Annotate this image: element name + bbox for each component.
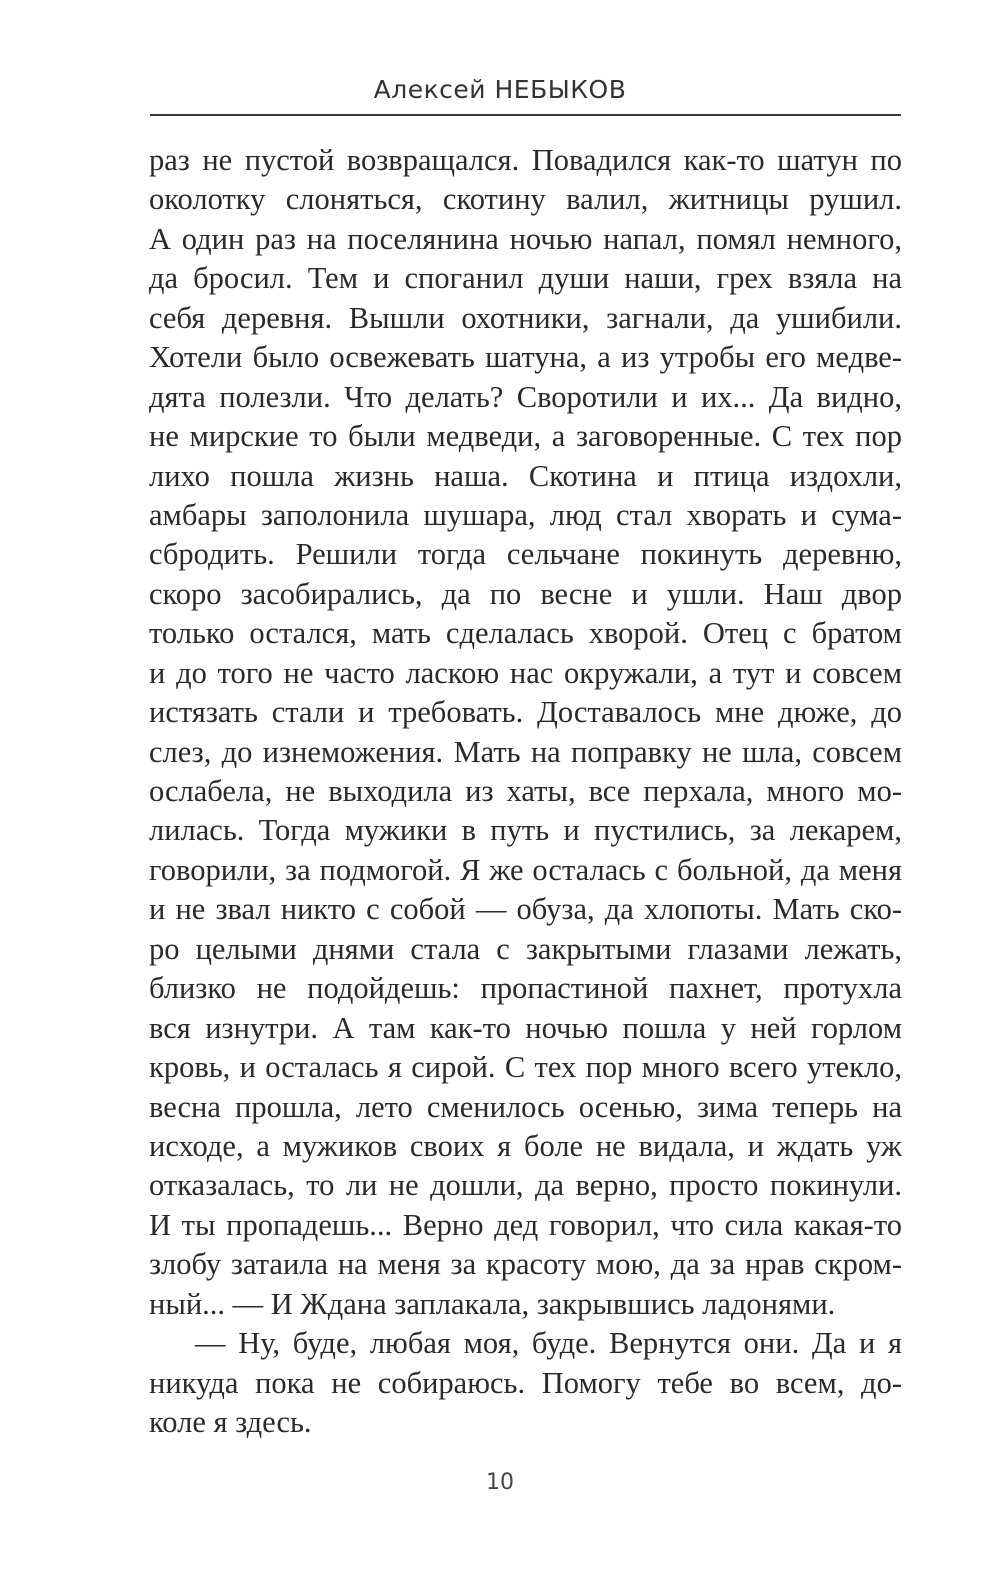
body-text (149, 141, 902, 1442)
text-line: и не звал никто с собой — обуза, да хлопоты. Мать ско- (149, 892, 902, 927)
text-line: только остался, мать сделалась хворой. Отец с братом (149, 616, 902, 651)
text-line: ро целыми днями стала с закрытыми глазами лежать, (149, 931, 902, 966)
text-line: отказалась, то ли не дошли, да верно, просто покинули. (149, 1168, 902, 1203)
text-line: лихо пошла жизнь наша. Скотина и птица издохли, (149, 458, 902, 493)
text-line: раз не пустой возвращался. Повадился как-то шатун по (149, 143, 902, 177)
text-line: амбары заполонила шушара, люд стал хворать и сума- (149, 497, 902, 532)
text-line: весна прошла, лето сменилось осенью, зима теперь на (149, 1089, 902, 1124)
text-line: и до того не часто ласкою нас окружали, а тут и совсем (149, 655, 902, 690)
text-line: истязать стали и требовать. Доставалось мне дюже, до (149, 695, 902, 730)
text-line: скоро засобирались, да по весне и ушли. Наш двор (149, 576, 902, 611)
text-line: вся изнутри. А там как-то ночью пошла у ней горлом (149, 1010, 902, 1045)
text-line: коле я здесь. (149, 1405, 312, 1439)
text-line: злобу затаила на меня за красоту мою, да за нрав скром- (149, 1247, 902, 1282)
text-line: говорили, за подмогой. Я же осталась с больной, да меня (149, 852, 902, 887)
text-line: не мирские то были медведи, а заговоренные. С тех пор (149, 419, 902, 454)
text-line: исходе, а мужиков своих я боле не видала, и ждать уж (149, 1128, 902, 1163)
text-line: никуда пока не собираюсь. Помогу тебе во всем, до- (149, 1365, 902, 1400)
text-line: близко не подойдешь: пропастиной пахнет, протухла (149, 971, 902, 1006)
text-line: слез, до изнеможения. Мать на поправку не шла, совсем (149, 734, 902, 769)
text-line: И ты пропадешь... Верно дед говорил, что сила какая-то (149, 1207, 902, 1242)
running-head-title: Алексей НЕБЫКОВ (373, 75, 627, 104)
header-rule (150, 114, 901, 116)
text-line: Хотели было освежевать шатуна, а из утробы его медве- (149, 340, 902, 375)
text-line: дята полезли. Что делать? Своротили и их... Да видно, (149, 379, 902, 414)
text-line: околотку слоняться, скотину валил, житницы рушил. (149, 182, 902, 217)
text-line: лилась. Тогда мужики в путь и пустились, за лекарем, (149, 813, 902, 848)
page-number: 10 (486, 1470, 514, 1495)
text-line: себя деревня. Вышли охотники, загнали, да ушибили. (149, 300, 902, 335)
text-line: ный... — И Ждана заплакала, закрывшись ладонями. (149, 1286, 836, 1321)
text-line: ослабела, не выходила из хаты, все перхала, много мо- (149, 774, 902, 808)
text-line: сбродить. Решили тогда сельчане покинуть деревню, (149, 537, 902, 572)
text-line: да бросил. Тем и споганил души наши, грех взяла на (149, 261, 902, 296)
text-line: — Ну, буде, любая моя, буде. Вернутся они. Да и я (195, 1326, 902, 1361)
text-line: кровь, и осталась я сирой. С тех пор много всего утекло, (149, 1050, 902, 1085)
text-line: А один раз на поселянина ночью напал, помял немного, (149, 221, 902, 256)
